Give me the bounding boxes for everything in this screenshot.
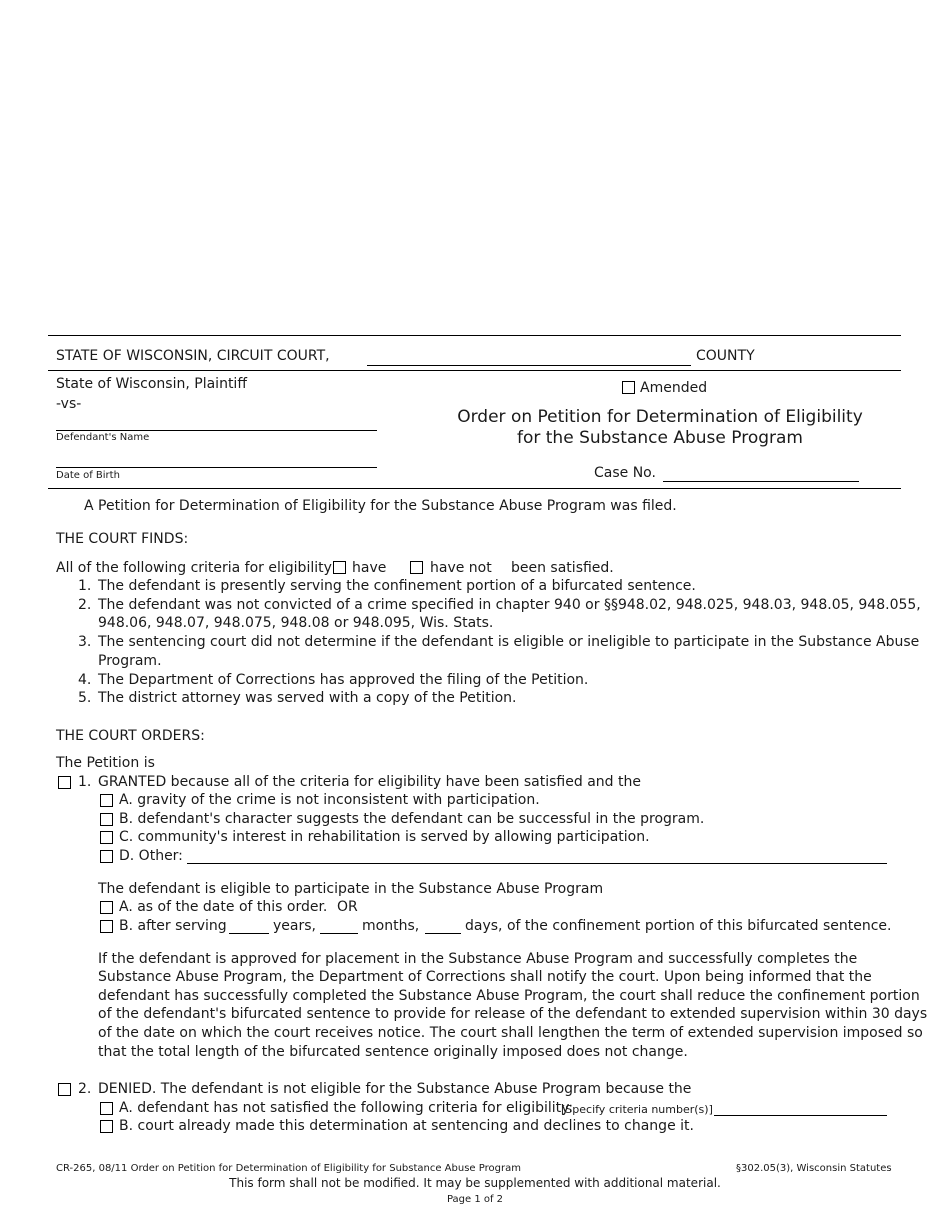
completion-paragraph-line6: that the total length of the bifurcated sentence originally imposed does not change. [98, 1044, 688, 1060]
vs-label: -vs- [56, 396, 82, 412]
granted-option-a: A. gravity of the crime is not inconsistent with participation. [119, 792, 540, 808]
granted-option-d: D. Other: [119, 848, 183, 864]
defendant-name-field[interactable] [56, 430, 377, 431]
completion-paragraph-line2: Substance Abuse Program, the Department of Corrections shall notify the court. Upon being informed that the [98, 969, 872, 985]
months-label: months, [362, 918, 420, 934]
county-label: COUNTY [696, 348, 755, 364]
statute-footer: §302.05(3), Wisconsin Statutes [736, 1163, 892, 1174]
eligible-a-label: A. as of the date of this order. [119, 899, 328, 915]
granted-option-c-checkbox[interactable] [100, 831, 113, 844]
plaintiff-label: State of Wisconsin, Plaintiff [56, 376, 247, 392]
header-top-rule [48, 335, 901, 336]
finding-num-3: 3. [78, 634, 92, 650]
finding-text-2b: 948.06, 948.07, 948.075, 948.08 or 948.095, Wis. Stats. [98, 615, 494, 631]
denied-text: DENIED. The defendant is not eligible for the Substance Abuse Program because the [98, 1081, 692, 1097]
granted-option-b: B. defendant's character suggests the defendant can be successful in the program. [119, 811, 705, 827]
completion-paragraph-line1: If the defendant is approved for placement in the Substance Abuse Program and successfully completes the [98, 951, 858, 967]
finding-text-2a: The defendant was not convicted of a crime specified in chapter 940 or §§948.02, 948.025, 948.03, 948.05, 948.055, [98, 597, 921, 613]
county-field[interactable] [367, 365, 691, 366]
court-label: STATE OF WISCONSIN, CIRCUIT COURT, [56, 348, 330, 364]
defendant-name-label: Defendant's Name [56, 432, 150, 443]
finding-text-4: The Department of Corrections has approved the filing of the Petition. [98, 672, 589, 688]
petition-is-label: The Petition is [56, 755, 155, 771]
other-reason-field[interactable] [187, 863, 887, 864]
days-label: days, of the confinement portion of this bifurcated sentence. [465, 918, 892, 934]
caption-bottom-rule [48, 488, 901, 489]
finding-text-5: The district attorney was served with a copy of the Petition. [98, 690, 517, 706]
finding-num-1: 1. [78, 578, 92, 594]
intro-text: A Petition for Determination of Eligibility for the Substance Abuse Program was filed. [84, 498, 677, 514]
finding-text-3b: Program. [98, 653, 162, 669]
date-of-birth-label: Date of Birth [56, 470, 120, 481]
or-label: OR [337, 899, 358, 915]
denied-num: 2. [78, 1081, 92, 1097]
completion-paragraph-line5: of the date on which the court receives notice. The court shall lengthen the term of extended supervision imposed so [98, 1025, 923, 1041]
days-field[interactable] [425, 933, 461, 934]
criteria-numbers-field[interactable] [714, 1115, 887, 1116]
eligible-b-prefix: B. after serving [119, 918, 227, 934]
granted-option-a-checkbox[interactable] [100, 794, 113, 807]
criteria-hint: [Specify criteria number(s)] [561, 1103, 713, 1116]
finding-text-3a: The sentencing court did not determine if the defendant is eligible or ineligible to participate in the Substance Abuse [98, 634, 920, 650]
denied-option-b: B. court already made this determination at sentencing and declines to change it. [119, 1118, 694, 1134]
finding-num-4: 4. [78, 672, 92, 688]
have-not-label: have not [430, 560, 492, 576]
form-id-footer: CR-265, 08/11 Order on Petition for Determination of Eligibility for Substance Abuse Program [56, 1163, 521, 1174]
eligible-b-checkbox[interactable] [100, 920, 113, 933]
have-not-checkbox[interactable] [410, 561, 423, 574]
findings-heading: THE COURT FINDS: [56, 531, 189, 547]
granted-num: 1. [78, 774, 92, 790]
modification-notice: This form shall not be modified. It may be supplemented with additional material. [229, 1176, 721, 1190]
have-checkbox[interactable] [333, 561, 346, 574]
date-of-birth-field[interactable] [56, 467, 377, 468]
denied-option-a-checkbox[interactable] [100, 1102, 113, 1115]
amended-label: Amended [640, 380, 708, 396]
years-label: years, [273, 918, 316, 934]
completion-paragraph-line4: of the defendant's bifurcated sentence to provide for release of the defendant to extended supervision within 30 days [98, 1006, 928, 1022]
denied-checkbox[interactable] [58, 1083, 71, 1096]
granted-option-b-checkbox[interactable] [100, 813, 113, 826]
have-label: have [352, 560, 387, 576]
criteria-prefix: All of the following criteria for eligibility [56, 560, 332, 576]
granted-checkbox[interactable] [58, 776, 71, 789]
finding-text-1: The defendant is presently serving the confinement portion of a bifurcated sentence. [98, 578, 696, 594]
months-field[interactable] [320, 933, 358, 934]
form-title-line1: Order on Petition for Determination of Eligibility [457, 407, 863, 427]
orders-heading: THE COURT ORDERS: [56, 728, 205, 744]
denied-option-a: A. defendant has not satisfied the following criteria for eligibility: [119, 1100, 574, 1116]
completion-paragraph-line3: defendant has successfully completed the Substance Abuse Program, the court shall reduce the confinement portion [98, 988, 920, 1004]
granted-option-d-checkbox[interactable] [100, 850, 113, 863]
finding-num-5: 5. [78, 690, 92, 706]
case-no-label: Case No. [594, 465, 656, 481]
granted-option-c: C. community's interest in rehabilitation is served by allowing participation. [119, 829, 650, 845]
eligible-intro: The defendant is eligible to participate in the Substance Abuse Program [98, 881, 604, 897]
header-bottom-rule [48, 370, 901, 371]
criteria-suffix: been satisfied. [511, 560, 614, 576]
eligible-a-checkbox[interactable] [100, 901, 113, 914]
years-field[interactable] [229, 933, 269, 934]
denied-option-b-checkbox[interactable] [100, 1120, 113, 1133]
case-no-field[interactable] [663, 481, 859, 482]
amended-checkbox[interactable] [622, 381, 635, 394]
form-title-line2: for the Substance Abuse Program [516, 428, 803, 448]
page-number: Page 1 of 2 [446, 1194, 504, 1205]
granted-text: GRANTED because all of the criteria for eligibility have been satisfied and the [98, 774, 641, 790]
finding-num-2: 2. [78, 597, 92, 613]
